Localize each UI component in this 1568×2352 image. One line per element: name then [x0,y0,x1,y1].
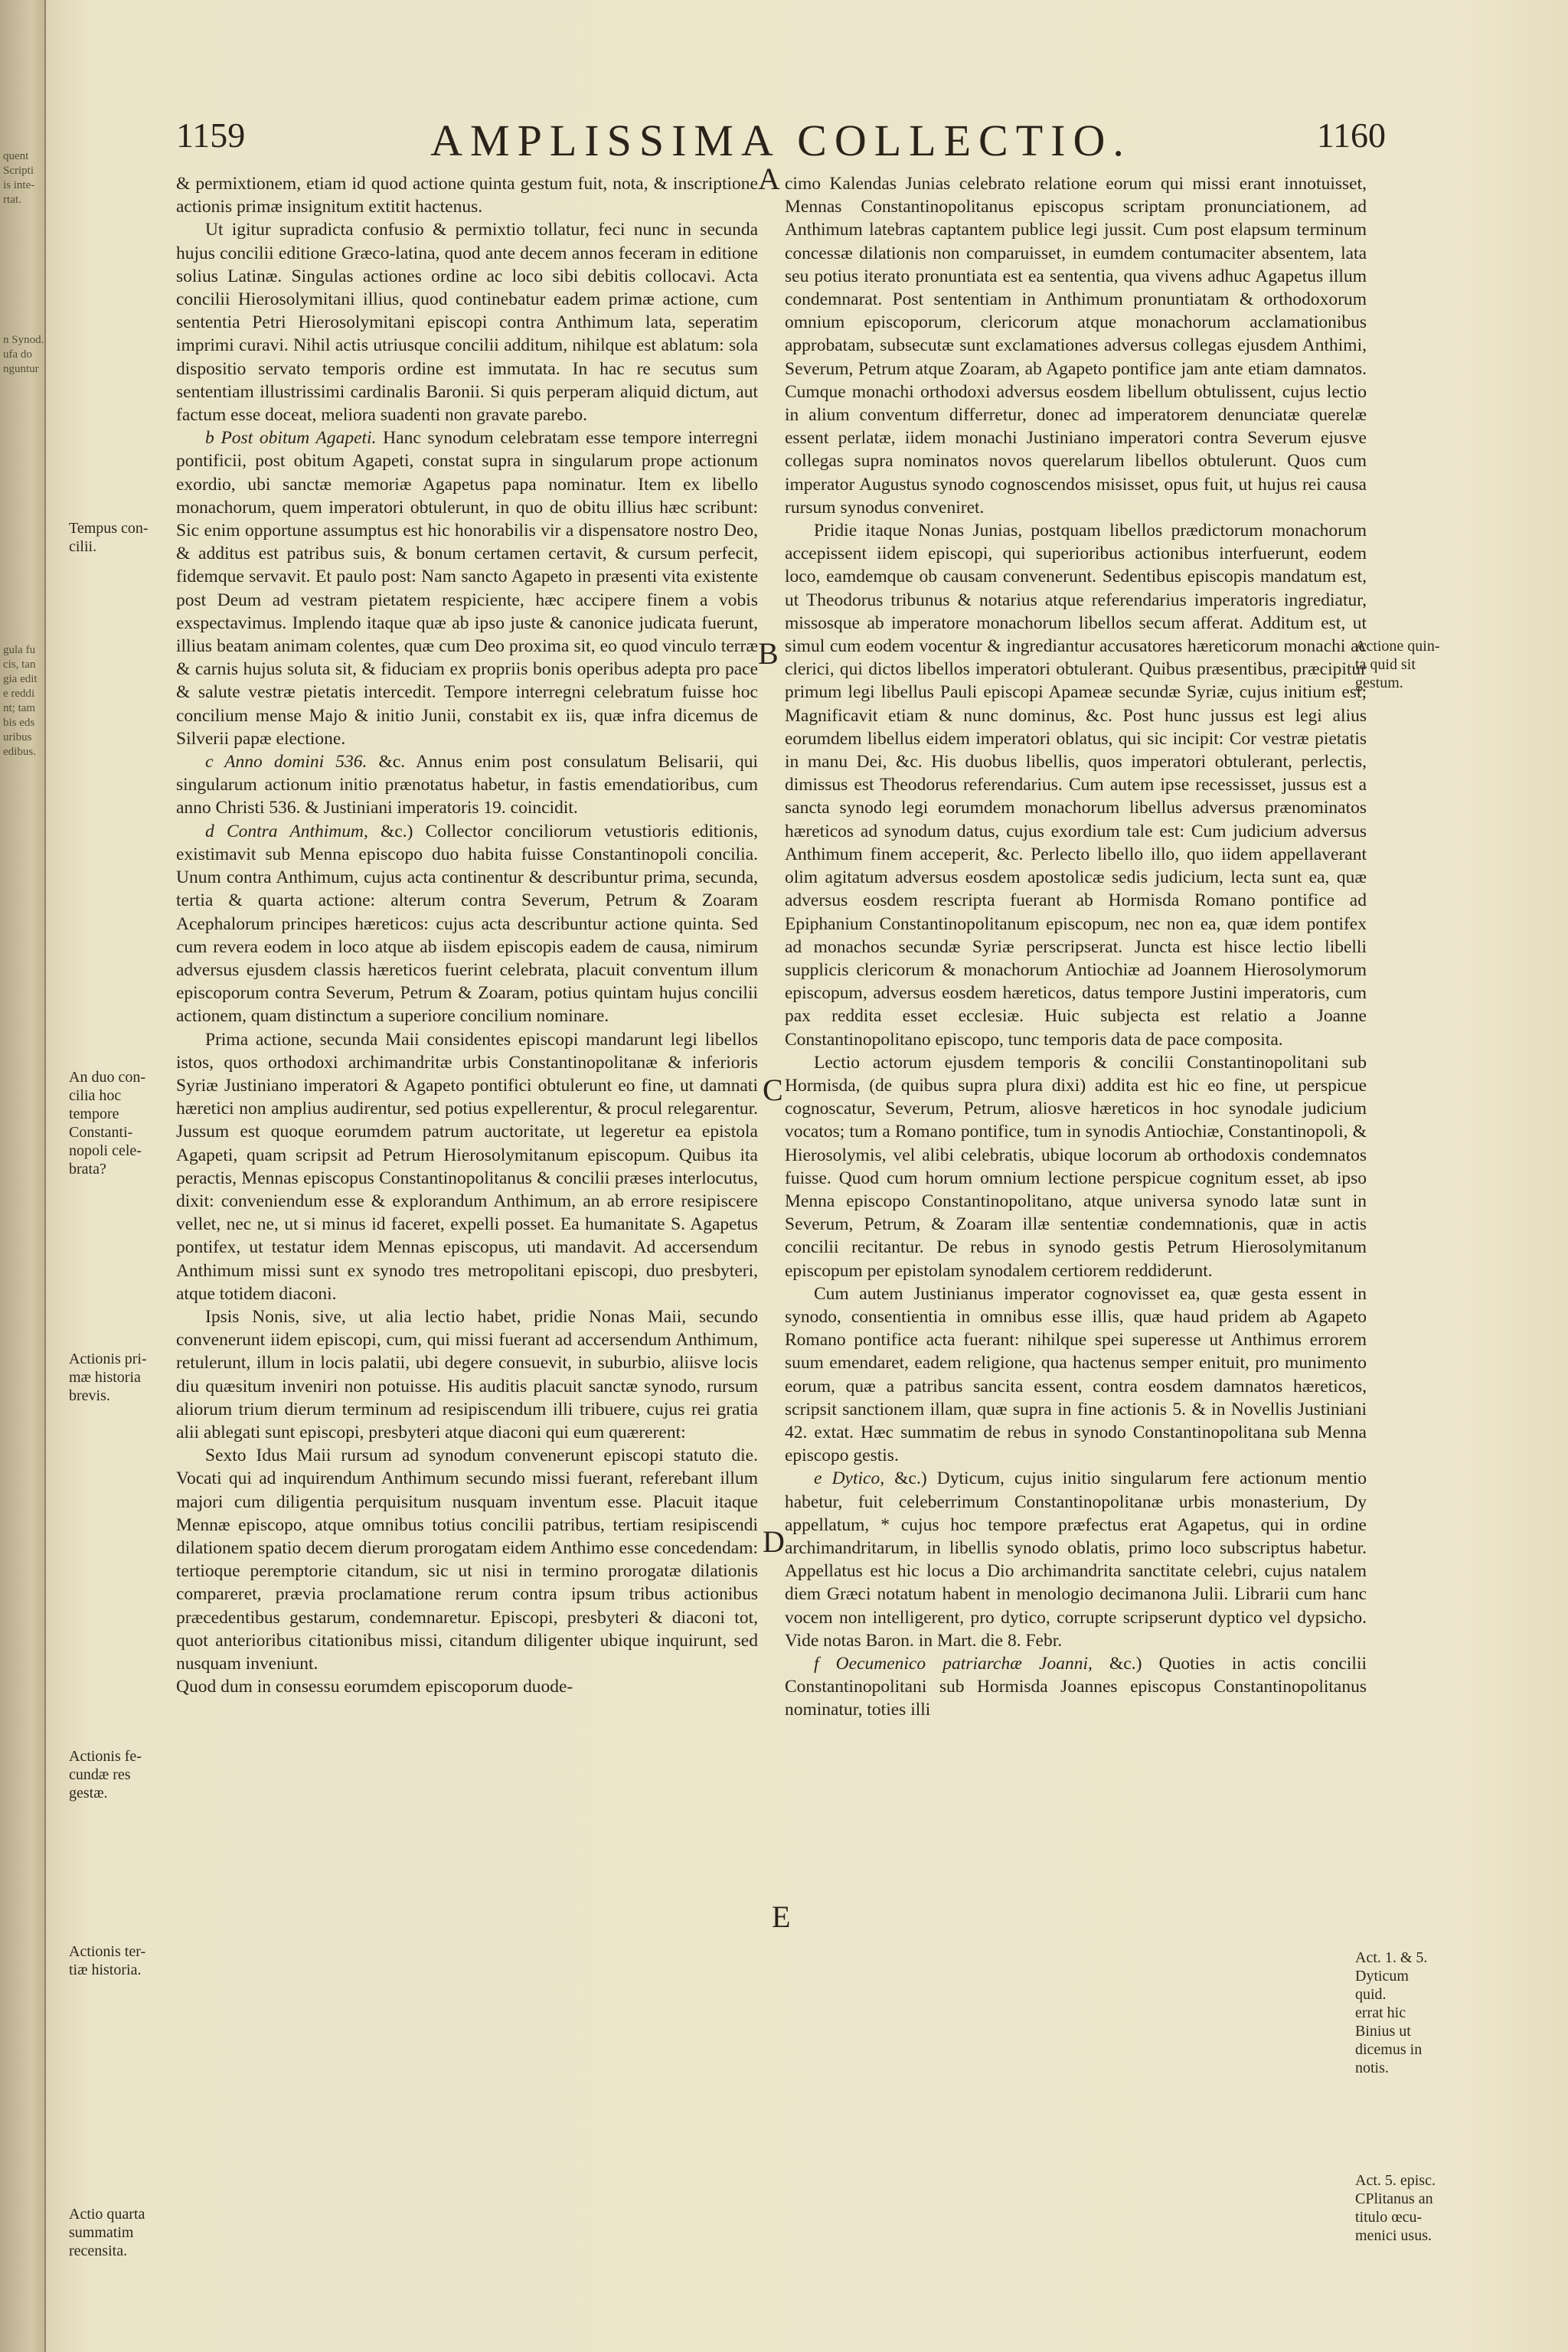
section-letter-b: B [758,636,779,671]
margin-note: An duo con- cilia hoc tempore Constanti- nopoli cele- brata? [69,1069,145,1178]
paragraph-text: &c. Annus enim post consulatum Belisarii, qui singularum actionum initio prænotatus habetur, in fastis emendatioribus, cum anno Christi 536. & Justiniani imperatoris 19. coincidit. [176,752,759,818]
paragraph-text: Prima actione, secunda Maii considentes episcopi mandarunt legi libellos istos, quos orthodoxi archimandritæ urbis Constantinopolitanæ & inferioris Syriæ Justiniano imperatori & Agapeto pontifici obtulerunt eo fine, ut damnati hæretici non amplius audirentur, sed potius expellerentur, & procul relegarentur. Jussum est quoque eorumdem patrum auctoritate, ut legeretur ea epistola Agapeti, quam scripsit ad Petrum Hierosolymitanum episcopum. Quibus ita peractis, Mennas episcopus Constantinopolitanus & concilii præses interlocutus, dixit: conveniendum esse & explorandum Anthimum, an ab errore resipiscere vellet, nec ne, ut si minus id faceret, expelli posset. Ea humanitate S. Agapetus pontifex, ut testatur idem Mennas episcopus, uti mandavit. Ad accersendum Anthimum missi sunt ex synodo tres metropolitani episcopi, duo presbyteri, atque totidem diaconi. [176,1029,758,1304]
paragraph-text: Pridie itaque Nonas Junias, postquam libellos prædictorum monachorum accepissent iidem episcopi, qui superioribus actionibus interfuerunt, eodem loco, eamdemque ob causam convenerunt. Sedentibus episcopis mandatum est, ut Theodorus tribunus & notarius atque referendarius imperatoris ingrediatur, missosque ab imperatore monachorum libellos secum afferat. Additum est, ut simul cum eodem vocentur & ingrediantur accusatores hæreticorum monachi ac clerici, qui dictos libellos imperatori obtulerant. Quibus præsentibus, præcipitur primum legi libellus Pauli episcopi Apameæ secundæ Syriæ, cujus initium est; Magnificavit etiam & nunc dominus, &c. Post hunc jussus est legi alius eorumdem libellus eidem imperatori oblatus, qui sic incipit: Cor vestræ pietatis in manu Dei, &c. His duobus libellis, quos imperatori obtulerant, perlectis, dimissus est Theodorus referendarius. Cum autem ipse recessisset, jussus est a sancta synodo legi eorumdem monachorum libellus adversus prænominatos hæreticos ad synodum datus, cujus exordium tale est: Cum judicium adversus Anthimum finem acceperit, &c. Perlecto libello illo, quo iidem appellaverant olim agitatum adversus eosdem apostolicæ sedis judicium, lecta sunt ea, quæ adversus eosdem rescripta fuerant ab Hormisda Romano pontifice ad Epiphanium Constantinopolitanum episcopum, nec non ea, quæ idem pontifex ad monachos secundæ Syriæ perscripserat. Juncta est hisce lectio libelli supplicis clericorum & monachorum Antiochiæ ad Joannem Hierosolymorum episcopum, adversus eosdem hæreticos, datus tempore Justini imperatoris, cum pax reddita esset ecclesiæ. Huic subjecta est relatio a Joanne Constantinopolitano episcopo, tunc temporis data de pace composita. [785,521,1367,1050]
paragraph [785,519,1367,1051]
margin-note: Actione quin- ta quid sit gestum. [1355,638,1440,691]
running-title: AMPLISSIMA COLLECTIO. [430,116,1132,165]
paragraph [785,1652,1367,1722]
left-text-column [176,172,758,1698]
margin-note: Tempus con- cilii. [69,520,149,555]
margin-note: Actionis pri- mæ historia brevis. [69,1351,147,1404]
gutter-note: gula fu cis, tan gia edit e reddi nt; tam bis eds uribus edibus. [3,644,38,758]
paragraph [785,1467,1367,1652]
section-letter-e: E [772,1900,791,1934]
margin-note: Actionis ter- tiæ historia. [69,1943,146,1978]
paragraph-text: Sexto Idus Maii rursum ad synodum convenerunt episcopi statuto die. Vocati qui ad inquirendum Anthimum secundo missi fuerant, referebant illum majori cum diligentia perquisitum nusquam inventum esse. Placuit itaque Mennæ episcopo, atque omnibus totius concilii patribus, tertiam resipiscendi dilationem spatio decem dierum prorogatam eidem Anthimo esse concedendam: tertioque peremptorie citandum, sic ut nisi in termino prorogatæ dilationis compareret, prævia proclamatione rerum contra ipsum tribus actionibus præcedentibus gestarum, condemnaretur. Episcopi, presbyteri & diaconi tot, quot anterioribus citationibus missi, citandum diligenter ubique inquirunt, sed nusquam inveniunt. [176,1446,758,1674]
paragraph [176,1444,758,1675]
note-reference: d Contra Anthimum, [205,821,368,841]
gutter-note: n Synod. ufa do nguntur [3,334,44,375]
paragraph-text: Lectio actorum ejusdem temporis & concilii Constantinopolitani sub Hormisda, (de quibus supra plura dixi) addita est hic eo fine, ut perspicue cognoscatur, Severum, Petrum, aliosve hæreticos in hoc synodale judicium vocatos; tum a Romano pontifice, tum in synodis Antiochiæ, Constantinopoli, & Hierosolymis, vel alibi celebratis, ubique locorum ab orthodoxis condemnatos fuisse. Quod cum horum omnium lectione perspicue cognitum esset, ab ipso Menna episcopo Constantinopolitano, atque universa synodo latæ sunt in Severum, Petrum, & Zoaram illæ sententiæ condemnationis, quæ in actis concilii recitantur. De rebus in synodo gestis Petrum Hierosolymitanum episcopum per epistolam synodalem certiorem reddiderunt. [785,1052,1367,1281]
paragraph-text: &c.) Collector conciliorum vetustioris editionis, existimavit sub Menna episcopo duo habita fuisse Constantinopoli concilia. Unum contra Anthimum, cujus acta continentur & describuntur prima, secunda, tertia & quarta actione: alterum contra Severum, Petrum & Zoaram Acephalorum principes hæreticos: cujus acta describuntur actione quinta. Sed cum revera eodem in loco atque ab iisdem episcopis eadem de causa, nimirum adversus ejusdem classis hæreticos fuerint celebrata, placuit conventum illum episcoporum contra Severum, Petrum & Zoaram, potius quintam hujus concilii actionem, quam distinctum a superiore concilium nominare. [176,821,759,1027]
paragraph-text: & permixtionem, etiam id quod actione quinta gestum fuit, nota, & inscriptione actionis primæ insignitum extitit hactenus. [176,174,758,217]
paragraph-text: &c.) Dyticum, cujus initio singularum fere actionum mentio habetur, fuit celeberrimum Constantinopolitanæ urbis monasterium, Dy appellatum, * cujus hoc tempore præfectus erat Agapetus, qui in ordine archimandritarum, in libellis synodo oblatis, primo loco subscriptus habetur. Appellatus est hic locus a Dio archimandrita sanctitate celebri, cujus natalem diem Græci notatum habent in menologio decimanona Julii. Librarii cum hanc vocem non intelligerent, pro dytico, corrupte scripserunt dyptico vel dypsicho. Vide notas Baron. in Mart. die 8. Febr. [785,1468,1367,1651]
paragraph-text: Cum autem Justinianus imperator cognovisset ea, quæ gesta essent in synodo, consentientia in omnibus esse illis, quæ haud pridem ab Agapeto Romano pontifice acta fuerant: nihilque spei superesse ut Anthimus errorem suum emendaret, eadem religione, qua hactenus semper enituit, pro munimento eorum, quæ a patribus sancita essent, contra eosdem damnatos hæreticos, scripsit sanctionem illam, quæ supra in fine actionis 5. & in Novellis Justiniani 42. extat. Hæc summatim de rebus in synodo Constantinopolitana sub Menna episcopo gestis. [785,1283,1367,1466]
paragraph [176,1675,758,1698]
paragraph [176,1305,758,1444]
paragraph [176,426,758,750]
note-reference: e Dytico, [814,1468,885,1489]
paragraph [176,820,758,1028]
page-header [176,115,1386,168]
previous-page-edge [0,0,46,2352]
margin-note: Actionis fe- cundæ res gestæ. [69,1748,142,1802]
note-reference: f Oecumenico patriarchæ Joanni, [814,1654,1093,1674]
paragraph [785,172,1367,519]
paragraph [176,1028,758,1305]
paragraph-text: Quod dum in consessu eorumdem episcoporum duode- [176,1677,573,1697]
page-number-right: 1160 [1316,116,1386,155]
note-reference: b Post obitum Agapeti. [205,428,377,449]
note-reference: c Anno domini 536. [205,752,368,773]
paragraph [785,1282,1367,1468]
section-letter-a: A [758,162,780,196]
paragraph [176,172,758,218]
section-letter-d: D [763,1524,785,1559]
gutter-note: quent Scripti is inte- rtat. [3,150,35,206]
paragraph [176,750,758,820]
paragraph [785,1051,1367,1282]
section-letter-c: C [763,1073,783,1107]
paragraph-text: Ut igitur supradicta confusio & permixtio tollatur, feci nunc in secunda hujus concilii editione Græco-latina, quod ante decem annos feceram in editione solius Latinæ. Singulas actiones ordine ac loco sibi debitis collocavi. Acta concilii Hierosolymitani illius, quod continebatur eadem primæ actione, cum sententia Petri Hierosolymitani episcopi contra Anthimum lata, seperatim imprimi curavi. Nihil actis utriusque concilii additum, nihilque est ablatum: sola dispositio servato temporis ordine est immutata. In hac re secutus sum sententiam illustrissimi cardinalis Baronii. Si quis perperam aliquid dictum, aut factum esse doceat, meliora suadenti non gravate parebo. [176,220,758,426]
right-text-column [785,172,1367,1722]
paragraph [176,218,758,426]
margin-note: Act. 1. & 5. Dyticum quid. errat hic Binius ut dicemus in notis. [1355,1949,1428,2076]
paragraph-text: Hanc synodum celebratam esse tempore interregni pontificii, post obitum Agapeti, constat supra in singularum prope actionum exordio, ubi sanctæ memoriæ Agapetus papa nominatur. Item ex libello monachorum, quem imperatori obtulerunt, in quo de obitu illius hæc scribunt: Sic enim opportune assumptus est hic honorabilis vir a dispensatore nostro Deo, & additus est patribus suis, & bonum certamen certavit, & cursum perfecit, fidemque servavit. Et paulo post: Nam sancto Agapeto in præsenti vita existente post Deum ad vestram pietatem respiciente, hæc accipere finem a vobis exspectavimus. Implendo itaque quæ ab ipso juste & canonice judicata fuerunt, illius beatam animam colentes, quæ cum Deo proxima sit, eo quod vinculo terræ & carnis hujus soluta sit, & fiduciam ex propriis bonis operibus adepta pro pace & salute vestræ pietatis intercedit. Tempore interregni celebratum fuisse hoc concilium mense Majo & initio Junii, constabit ex iis, quæ infra dicemus de Silverii papæ electione. [176,428,758,749]
margin-note: Act. 5. episc. CPlitanus an titulo œcu- menici usus. [1355,2172,1436,2244]
paragraph-text: cimo Kalendas Junias celebrato relatione eorum qui missi erant innotuisset, Mennas Constantinopolitanus episcopus scriptam pronunciationem, ad Anthimum latebras captantem publice legi jussit. Cum post elapsum terminum concessæ dilationis non comparuisset, in eumdem contumaciter absentem, lata seu potius iterato pronuntiata est ea sententia, qua vivens adhuc Agapetus illum condemnarat. Post sententiam in Anthimum pronuntiatam & orthodoxorum omnium episcoporum, clericorum atque monachorum acclamationibus approbatam, subsecutæ sunt exclamationes adversus collegas ejusdem Anthimi, Severum, Petrum atque Zoaram, ab Agapeto pontifice jam ante etiam damnatos. Cumque monachi orthodoxi adversus eosdem libellum obtulissent, cujus lectio in alium conventum differretur, donec ad imperatorem denunciatæ querelæ essent perlatæ, iidem monachi Justiniano imperatori contra Severum ejusve collegas supra nominatos novos querelarum libellos obtulerunt. Quos cum imperator Augustus synodo cognoscendos misisset, opus fuit, ut hujus rei causa rursum synodus conveniret. [785,174,1367,518]
paragraph-text: &c.) Quoties in actis concilii Constantinopolitani sub Hormisda Joannes episcopus Constantinopolitanus nominatur, toties illi [785,1654,1367,1720]
page-number-left: 1159 [176,116,246,155]
margin-note: Actio quarta summatim recensita. [69,2206,145,2259]
paragraph-text: Ipsis Nonis, sive, ut alia lectio habet, pridie Nonas Maii, secundo convenerunt iidem episcopi, cum, qui missi fuerant ad accersendum Anthimum, retulerunt, illum in locis palatii, ubi degere consuevit, in suburbio, aliisve locis diu quæsitum inveniri non potuisse. His auditis placuit sanctæ synodo, rursum aliorum trium dierum terminum ad resipiscendum illi tribuere, cujus rei gratia alii ablegati sunt episcopi, presbyteri atque diaconi qui eum quærerent: [176,1306,758,1442]
